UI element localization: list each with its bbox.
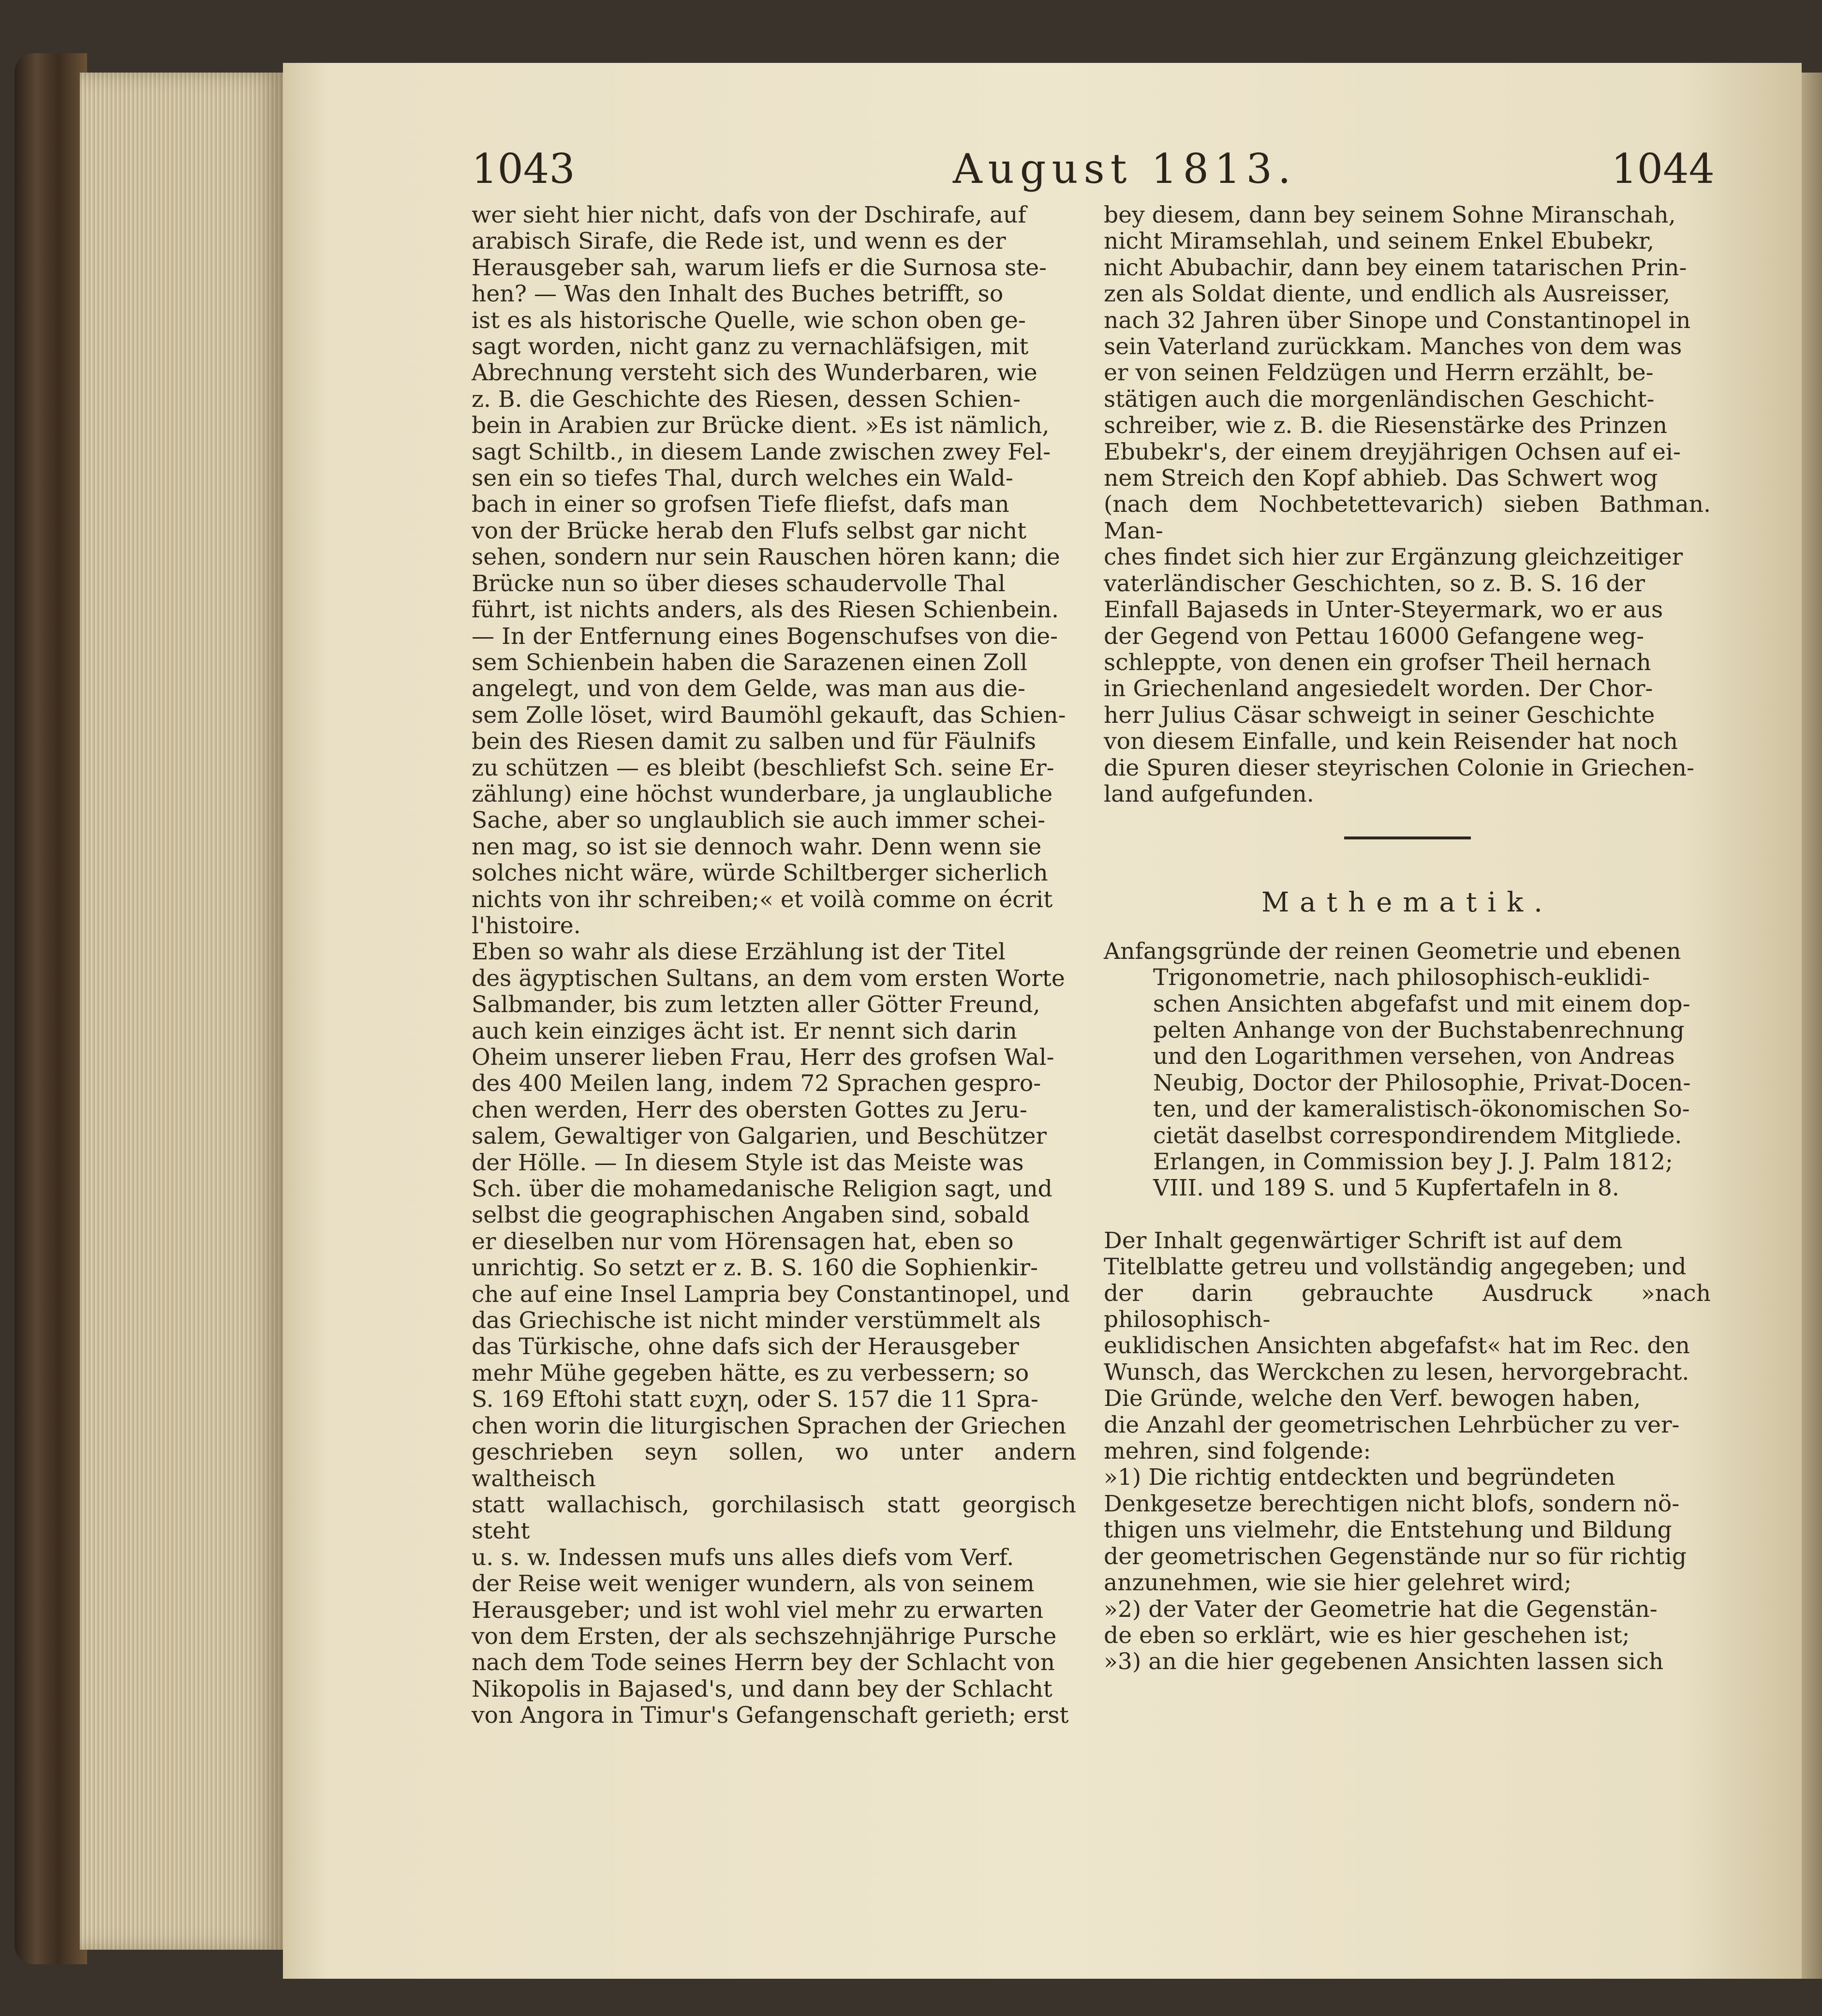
text-line: Eben so wahr als diese Erzählung ist der Titel [472,939,1006,966]
text-line: sehen, sondern nur sein Rauschen hören kann; die [472,544,1060,571]
text-line: wer sieht hier nicht, dafs von der Dschirafe, auf [472,202,1026,228]
running-header [472,145,1715,198]
left-column [472,202,1076,1729]
text-line: mehren, sind folgende: [1104,1438,1371,1465]
text-line: euklidischen Ansichten abgefafst« hat im Rec. den [1104,1332,1690,1359]
text-line: stätigen auch die morgenländischen Geschicht- [1104,386,1655,413]
text-line: angelegt, und von dem Gelde, was man aus die- [472,675,1025,702]
text-line: »3) an die hier gegebenen Ansichten lassen sich [1104,1648,1664,1675]
section-title: Mathematik. [1261,887,1554,919]
text-line: ches findet sich hier zur Ergänzung gleichzeitiger [1104,544,1683,571]
text-line: nach dem Tode seines Herrn bey der Schlacht von [472,1649,1055,1676]
text-line: land aufgefunden. [1104,780,1314,807]
text-line: nichts von ihr schreiben;« et voilà comme on écrit [472,886,1053,913]
text-line: Erlangen, in Commission bey J. J. Palm 1812; [1153,1149,1673,1175]
text-line: sein Vaterland zurückkam. Manches von dem was [1104,333,1682,360]
text-line: zu schützen — es bleibt (beschliefst Sch. seine Er- [472,754,1054,781]
text-line: sem Schienbein haben die Sarazenen einen Zoll [472,649,1028,676]
text-line: sagt Schiltb., in diesem Lande zwischen zwey Fel- [472,438,1051,465]
text-line: zen als Soldat diente, und endlich als Ausreisser, [1104,281,1671,308]
text-line: sagt worden, nicht ganz zu vernachläfsigen, mit [472,333,1029,360]
book-cover-spine [15,53,87,1964]
text-line: (nach dem Nochbetettevarich) sieben Bathman. Man- [1104,491,1711,544]
text-line: arabisch Sirafe, die Rede ist, und wenn es der [472,228,1006,255]
text-line: Sache, aber so unglaublich sie auch immer schei- [472,807,1046,834]
text-line: die Spuren dieser steyrischen Colonie in Griechen- [1104,754,1694,781]
text-line: er von seinen Feldzügen und Herrn erzählt, be- [1104,359,1654,387]
text-line: führt, ist nichts anders, als des Riesen Schienbein. [472,597,1059,624]
text-line: salem, Gewaltiger von Galgarien, und Beschützer [472,1123,1047,1150]
text-line: schleppte, von denen ein grofser Theil hernach [1104,649,1651,676]
text-line: hen? — Was den Inhalt des Buches betrifft, so [472,281,1004,308]
text-line: schen Ansichten abgefafst und mit einem dop- [1153,990,1690,1017]
text-line: er dieselben nur vom Hörensagen hat, eben so [472,1228,1014,1255]
text-line: VIII. und 189 S. und 5 Kupfertafeln in 8. [1153,1175,1619,1202]
text-line: der geometrischen Gegenstände nur so für richtig [1104,1543,1687,1570]
page-number-left: 1043 [472,145,575,193]
text-line: Ebubekr's, der einem dreyjährigen Ochsen auf ei- [1104,438,1681,465]
text-line: »1) Die richtig entdeckten und begründeten [1104,1464,1615,1491]
text-line: pelten Anhange von der Buchstabenrechnung [1153,1016,1685,1044]
text-line: auch kein einziges ächt ist. Er nennt sich darin [472,1017,1017,1045]
text-line: Neubig, Doctor der Philosophie, Privat-Docen- [1153,1069,1691,1096]
text-line: bein in Arabien zur Brücke dient. »Es ist nämlich, [472,412,1050,439]
text-line: und den Logarithmen versehen, von Andreas [1153,1043,1675,1070]
section-divider [1344,836,1471,839]
text-line: mehr Mühe gegeben hätte, es zu verbessern; so [472,1359,1029,1387]
text-line: die Anzahl der geometrischen Lehrbücher zu ver- [1104,1411,1680,1438]
text-line: S. 169 Eftohi statt ευχη, oder S. 157 die 11 Spra- [472,1386,1038,1413]
text-line: Der Inhalt gegenwärtiger Schrift ist auf dem [1104,1227,1623,1254]
text-line: nem Streich den Kopf abhieb. Das Schwert wog [1104,465,1658,492]
text-line: che auf eine Insel Lampria bey Constantinopel, und [472,1281,1070,1308]
text-line: herr Julius Cäsar schweigt in seiner Geschichte [1104,702,1655,729]
text-line: der Reise weit weniger wundern, als von seinem [472,1570,1035,1598]
text-line: solches nicht wäre, würde Schiltberger sicherlich [472,860,1048,887]
text-line: der Hölle. — In diesem Style ist das Meiste was [472,1149,1024,1176]
text-line: Herausgeber sah, warum liefs er die Surnosa ste- [472,254,1047,281]
text-line: sen ein so tiefes Thal, durch welches ein Wald- [472,465,1013,492]
text-line: ten, und der kameralistisch-ökonomischen So- [1153,1096,1690,1123]
text-line: selbst die geographischen Angaben sind, sobald [472,1202,1030,1229]
text-line: nicht Miramsehlah, und seinem Enkel Ebubekr, [1104,228,1655,255]
text-line: von diesem Einfalle, und kein Reisender hat noch [1104,728,1678,755]
text-line: Einfall Bajaseds in Unter-Steyermark, wo er aus [1104,597,1663,624]
page-edges [80,73,283,1950]
text-line: Abrechnung versteht sich des Wunderbaren, wie [472,359,1037,387]
text-line: Wunsch, das Werckchen zu lesen, hervorgebracht. [1104,1359,1689,1386]
text-line: Herausgeber; und ist wohl viel mehr zu erwarten [472,1597,1044,1624]
text-line: thigen uns vielmehr, die Entstehung und Bildung [1104,1517,1672,1544]
text-line: geschrieben seyn sollen, wo unter andern waltheisch [472,1439,1076,1492]
text-line: Oheim unserer lieben Frau, Herr des grofsen Wal- [472,1044,1054,1071]
text-line: bey diesem, dann bey seinem Sohne Miranschah, [1104,202,1676,228]
text-line: des 400 Meilen lang, indem 72 Sprachen gespro- [472,1070,1041,1097]
text-line: chen worin die liturgischen Sprachen der Griechen [472,1412,1067,1439]
text-line: nen mag, so ist sie dennoch wahr. Denn wenn sie [472,833,1042,860]
text-line: z. B. die Geschichte des Riesen, dessen Schien- [472,386,1021,413]
text-line: Die Gründe, welche den Verf. bewogen haben, [1104,1385,1641,1412]
text-line: Denkgesetze berechtigen nicht blofs, sondern nö- [1104,1490,1680,1517]
text-line: das Griechische ist nicht minder verstümmelt als [472,1307,1041,1334]
text-line: des ägyptischen Sultans, an dem vom ersten Worte [472,965,1065,992]
text-line: chen werden, Herr des obersten Gottes zu Jeru- [472,1096,1027,1123]
text-line: unrichtig. So setzt er z. B. S. 160 die Sophienkir- [472,1254,1038,1282]
text-line: der Gegend von Pettau 16000 Gefangene weg- [1104,623,1644,650]
text-line: von dem Ersten, der als sechszehnjährige Pursche [472,1623,1057,1650]
text-line: bach in einer so grofsen Tiefe fliefst, dafs man [472,491,1009,518]
text-line: zählung) eine höchst wunderbare, ja unglaubliche [472,780,1053,807]
text-line: l'histoire. [472,912,581,939]
text-line: von Angora in Timur's Gefangenschaft gerieth; erst [472,1702,1069,1729]
text-line: Trigonometrie, nach philosophisch-euklidi- [1153,964,1650,991]
text-line: Salbmander, bis zum letzten aller Götter Freund, [472,991,1040,1018]
text-line: Sch. über die mohamedanische Religion sagt, und [472,1176,1052,1203]
page-number-right: 1044 [1611,145,1715,193]
text-line: cietät daselbst correspondirendem Mitgliede. [1153,1122,1682,1149]
text-line: Titelblatte getreu und vollständig angegeben; und [1104,1254,1687,1281]
text-line: Nikopolis in Bajased's, und dann bey der Schlacht [472,1675,1052,1702]
text-line: anzunehmen, wie sie hier gelehret wird; [1104,1569,1572,1597]
right-column [1104,202,1711,1675]
text-line: von der Brücke herab den Flufs selbst gar nicht [472,517,1027,544]
text-line: schreiber, wie z. B. die Riesenstärke des Prinzen [1104,412,1668,439]
text-line: Anfangsgründe der reinen Geometrie und ebenen [1104,938,1681,965]
text-line: sem Zolle löset, wird Baumöhl gekauft, das Schien- [472,702,1066,729]
text-line: Brücke nun so über dieses schaudervolle Thal [472,570,1006,597]
text-line: vaterländischer Geschichten, so z. B. S. 16 der [1104,570,1645,597]
book-entry [1104,939,1711,1202]
text-line: — In der Entfernung eines Bogenschufses von die- [472,623,1058,650]
text-line: statt wallachisch, gorchilasisch statt georgisch steht [472,1491,1076,1545]
text-line: »2) der Vater der Geometrie hat die Gegenstän- [1104,1596,1658,1623]
text-line: nach 32 Jahren über Sinope und Constantinopel in [1104,307,1691,334]
text-line: de eben so erklärt, wie es hier geschehen ist; [1104,1622,1630,1649]
text-line: in Griechenland angesiedelt worden. Der Chor- [1104,675,1653,702]
header-title: August 1813. [953,145,1297,193]
text-line: das Türkische, ohne dafs sich der Herausgeber [472,1333,1019,1360]
text-line: nicht Abubachir, dann bey einem tatarischen Prin- [1104,254,1687,281]
text-line: der darin gebrauchte Ausdruck »nach philosophisch- [1104,1280,1711,1333]
text-line: bein des Riesen damit zu salben und für Fäulnifs [472,728,1037,755]
text-line: ist es als historische Quelle, wie schon oben ge- [472,307,1026,334]
text-line: u. s. w. Indessen mufs uns alles diefs vom Verf. [472,1544,1014,1571]
